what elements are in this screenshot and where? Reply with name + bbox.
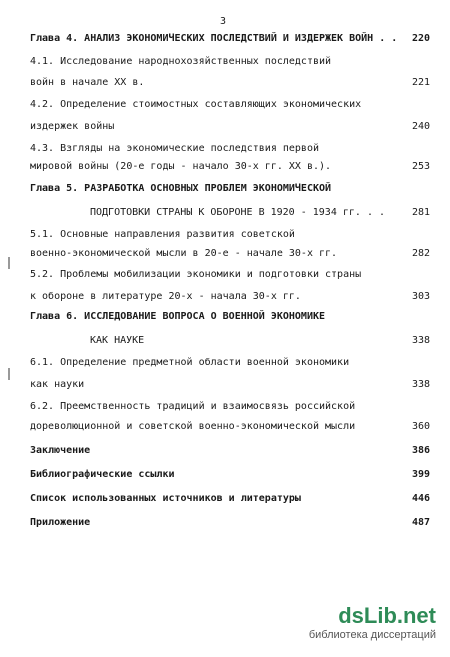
- toc-entry-references: [30, 466, 430, 484]
- toc-entry-page: 360: [411, 421, 430, 432]
- toc-entry-text: 5.1. Основные направления развития советской: [30, 229, 295, 240]
- watermark-logo: dsLib.net: [338, 603, 436, 628]
- toc-entry-chapter-6: [30, 308, 430, 326]
- toc-entry-4-2: [30, 96, 430, 114]
- toc-entry-page: 338: [411, 379, 430, 390]
- toc-entry-5-1: [30, 226, 430, 244]
- toc-entry-page: 303: [411, 291, 430, 302]
- page-number: 3: [220, 16, 227, 27]
- toc-entry-5-1-cont: [30, 245, 430, 263]
- toc-entry-text: 5.2. Проблемы мобилизации экономики и подготовки страны: [30, 269, 362, 280]
- toc-entry-text: Глава 4. АНАЛИЗ ЭКОНОМИЧЕСКИХ ПОСЛЕДСТВИЙ И ИЗДЕРЖЕК ВОЙН . .: [30, 33, 398, 44]
- toc-entry-page: 446: [411, 493, 430, 504]
- toc-entry-text: Библиографические ссылки: [30, 469, 175, 480]
- toc-entry-6-1-cont: [30, 376, 430, 394]
- watermark: [309, 603, 436, 641]
- toc-entry-6-2: [30, 398, 430, 416]
- toc-entry-text: 4.1. Исследование народнохозяйственных последствий: [30, 56, 332, 67]
- toc-entry-text: КАК НАУКЕ: [90, 335, 145, 346]
- toc-entry-text: ПОДГОТОВКИ СТРАНЫ К ОБОРОНЕ В 1920 - 1934 гг. . .: [90, 207, 386, 218]
- toc-entry-4-3: [30, 140, 430, 158]
- toc-entry-4-3-cont: [30, 158, 430, 176]
- toc-entry-text: военно-экономической мысли в 20-е - начале 30-х гг.: [30, 248, 338, 259]
- toc-entry-page: 386: [411, 445, 430, 456]
- toc-entry-6-1: [30, 354, 430, 372]
- toc-entry-text: как науки: [30, 379, 85, 390]
- toc-entry-5-2-cont: [30, 288, 430, 306]
- toc-entry-page: 220: [411, 33, 430, 44]
- toc-entry-page: 253: [411, 161, 430, 172]
- toc-entry-page: 282: [411, 248, 430, 259]
- toc-entry-text: к обороне в литературе 20-х - начала 30-х гг.: [30, 291, 301, 302]
- toc-entry-6-2-cont: [30, 418, 430, 436]
- toc-entry-page: 399: [411, 469, 430, 480]
- toc-entry-text: издержек войны: [30, 121, 115, 132]
- toc-entry-page: 240: [411, 121, 430, 132]
- toc-entry-chapter-5: [30, 180, 430, 198]
- toc-entry-text: Приложение: [30, 517, 91, 528]
- toc-entry-text: Глава 5. РАЗРАБОТКА ОСНОВНЫХ ПРОБЛЕМ ЭКОНОМИЧЕСКОЙ: [30, 183, 332, 194]
- toc-entry-chapter-6-cont: [30, 332, 430, 350]
- toc-entry-text: мировой войны (20-е годы - начало 30-х гг. XX в.).: [30, 161, 332, 172]
- toc-entry-5-2: [30, 266, 430, 284]
- toc-entry-text: 4.2. Определение стоимостных составляющих экономических: [30, 99, 362, 110]
- toc-entry-text: войн в начале XX в.: [30, 77, 145, 88]
- toc-entry-sources: [30, 490, 430, 508]
- toc-entry-conclusion: [30, 442, 430, 460]
- toc-entry-text: Заключение: [30, 445, 91, 456]
- toc-entry-text: Список использованных источников и литературы: [30, 493, 301, 504]
- toc-entry-text: 6.2. Преемственность традиций и взаимосвязь российской: [30, 401, 356, 412]
- toc-entry-page: 338: [411, 335, 430, 346]
- toc-entry-page: 281: [411, 207, 430, 218]
- toc-entry-text: дореволюционной и советской военно-экономической мысли: [30, 421, 356, 432]
- toc-entry-chapter-5-cont: [30, 204, 430, 222]
- toc-entry-page: 221: [411, 77, 430, 88]
- toc-entry-4-1-cont: [30, 74, 430, 92]
- toc-entry-4-2-cont: [30, 118, 430, 136]
- toc-entry-text: Глава 6. ИССЛЕДОВАНИЕ ВОПРОСА О ВОЕННОЙ ЭКОНОМИКЕ: [30, 311, 326, 322]
- toc-entry-page: 487: [411, 517, 430, 528]
- margin-mark: [8, 257, 10, 269]
- margin-mark: [8, 368, 10, 380]
- toc-entry-text: 4.3. Взгляды на экономические последствия первой: [30, 143, 319, 154]
- toc-entry-chapter-4: [30, 30, 430, 48]
- toc-entry-4-1: [30, 53, 430, 71]
- toc-entry-appendix: [30, 514, 430, 532]
- toc-entry-text: 6.1. Определение предметной области военной экономики: [30, 357, 350, 368]
- watermark-subtitle: библиотека диссертаций: [308, 629, 436, 641]
